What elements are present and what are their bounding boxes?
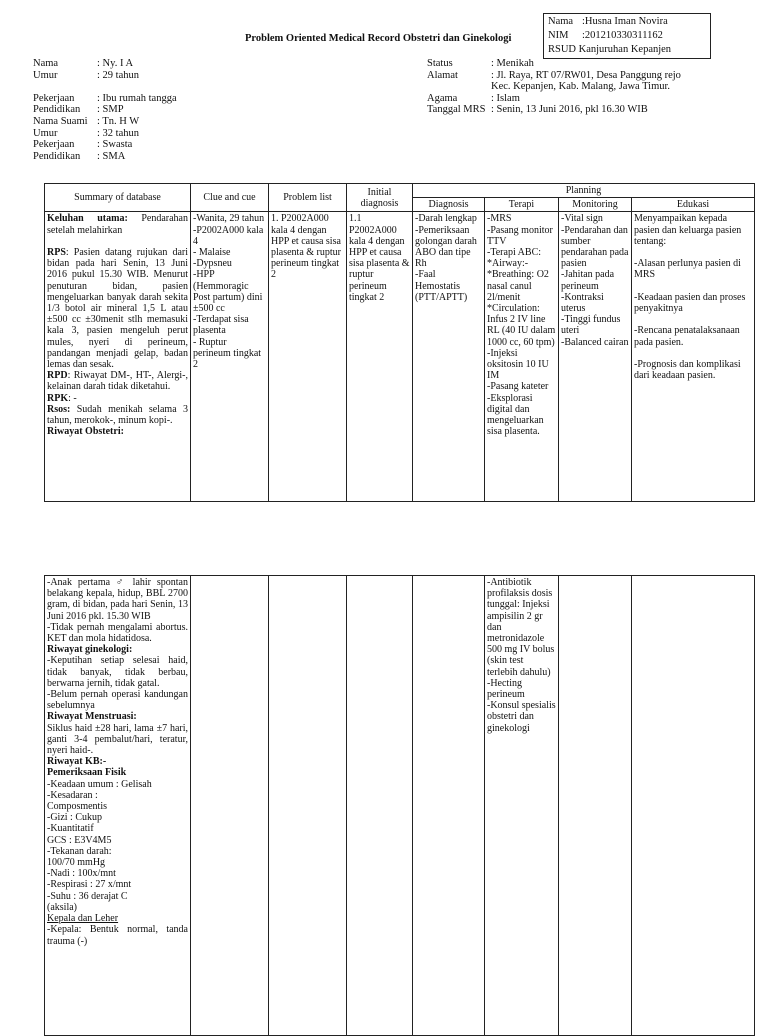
initial-diagnosis-line: 1.1 P2002A000 kala 4 dengan HPP et causa sisa plasenta & ruptur perineum tingkat 2 [349,213,410,303]
patient-field-row [427,81,681,93]
summary-paragraph: Siklus haid ±28 hari, lama ±7 hari, ganti 3-4 pembalut/hari, teratur, nyeri haid-. [47,722,188,757]
patient-field-row [33,128,177,140]
summary-paragraph: -Kuantitatif [47,823,94,835]
edukasi-cell-continued [632,576,755,1036]
diagnosis-line: -Pemeriksaan golongan darah ABO dan tipe Rh [415,224,477,270]
patient-field-value: : SMA [97,150,126,162]
summary-paragraph [47,370,188,392]
summary-paragraph: 100/70 mmHg [47,857,106,869]
patient-field-row [427,58,681,70]
summary-paragraph: GCS : E3V4M5 [47,834,112,846]
summary-paragraph: -Kesadaran : [47,789,98,801]
summary-paragraph [47,404,188,426]
summary-heading: Keluhan utama: [47,213,128,225]
terapi-line: -Pasang kateter [487,381,549,393]
patient-field-value: : Swasta [97,139,133,151]
monitoring-line: -Jahitan pada perineum [561,269,615,292]
clue-line: -HPP (Hemmoragic Post partum) dini ±500 cc [193,269,263,315]
patient-field-row [33,151,177,163]
summary-heading: Rsos: [47,403,71,415]
patient-field-value: : Tn. H W [97,115,140,127]
student-id-box [543,13,711,59]
clue-line: -Terdapat sisa plasenta [193,314,249,337]
patient-field-row [33,70,177,82]
summary-paragraph [47,393,188,404]
clue-cell [191,212,269,502]
student-name-label: Nama [548,16,574,27]
patient-field-value: : 29 tahun [97,69,139,81]
patient-field-value: : Senin, 13 Juni 2016, pkl 16.30 WIB [491,104,648,116]
summary-text: : Pasien datang rujukan dari bidan pada hari Senin, 13 Juni 2016 pukul 15.30 WIB. Menurut penuturan bidan, pasien mengeluarkan banyak darah sekita 1/3 botol air mineral 1,5 L atau ±500 cc ±30menit stlh memasuki kala 3, pasien mengeluh perut mules, nyeri di perineum, pandangan menjadi gelap, badan lemas dan sesak. [47,247,188,371]
patient-field-label: Status [427,58,453,69]
diagnosis-cell-continued [413,576,485,1036]
patient-field-row [427,93,681,105]
terapi-line: *Breathing: O2 nasal canul 2l/menit [487,269,549,303]
patient-info-left [33,58,177,162]
summary-paragraph: Riwayat Menstruasi: [47,711,137,723]
header-monitoring: Monitoring [559,198,632,212]
summary-cell-continued [45,576,191,1036]
patient-field-value: : SMP [97,104,124,116]
monitoring-line: -Kontraksi uterus [561,291,604,315]
terapi-line: -Terapi ABC: [487,247,542,259]
initial-diagnosis-cell-continued [347,576,413,1036]
monitoring-cell-continued [559,576,632,1036]
patient-field-value: : Jl. Raya, RT 07/RW01, Desa Panggung rejo [491,69,681,81]
problem-cell-continued [269,576,347,1036]
edukasi-cell [632,212,755,502]
patient-field-label: Umur [33,127,58,139]
summary-paragraph: -Suhu : 36 derajat C [47,890,128,902]
problem-cell [269,212,347,502]
terapi-line: -Eksplorasi digital dan mengeluarkan sisa plasenta. [487,392,544,438]
terapi-line: -Hecting perineum [487,677,525,701]
summary-paragraph: (aksila) [47,901,77,913]
problem-line: 1. P2002A000 kala 4 dengan HPP et causa sisa plasenta & ruptur perineum tingkat 2 [271,213,341,281]
terapi-line: -Antibiotik profilaksis dosis tunggal: Injeksi ampisilin 2 gr dan metronidazole 500 mg IV bolus (skin test terlebih dahulu) [487,577,555,678]
patient-field-label: Pekerjaan [33,92,75,104]
patient-field-label: Nama Suami [33,115,88,127]
initial-diagnosis-cell [347,212,413,502]
summary-paragraph: Kepala dan Leher [47,913,119,925]
patient-field-value: : Ibu rumah tangga [97,92,177,104]
header-clue: Clue and cue [191,184,269,212]
patient-field-label: Pendidikan [33,104,81,116]
summary-paragraph: -Respirasi : 27 x/mnt [47,879,132,891]
patient-field-label: Pendidikan [33,150,81,162]
clue-line: - Malaise [193,247,231,259]
diagnosis-cell [413,212,485,502]
patient-field-label: Tanggal MRS [427,104,486,116]
edukasi-line: -Prognosis dan komplikasi dari keadaan pasien. [634,359,741,382]
clue-line: -Dypsneu [193,258,232,270]
summary-heading: RPD [47,370,68,382]
patient-field-label: Alamat [427,69,458,81]
terapi-line: -Konsul spesialis obstetri dan ginekologi [487,700,556,734]
summary-heading: RPS [47,247,66,259]
summary-paragraph: Riwayat ginekologi: [47,644,133,656]
student-nim-label: NIM [548,30,569,41]
monitoring-line: -Vital sign [561,213,603,225]
terapi-line: -Injeksi oksitosin 10 IU IM [487,347,549,382]
header-diagnosis: Diagnosis [413,198,485,212]
patient-field-label: Umur [33,69,58,81]
patient-field-row [33,81,177,93]
summary-paragraph: -Keputihan setiap selesai haid, tidak banyak, tidak berbau, berwarna jernih, tidak gatal. [47,655,188,689]
summary-paragraph: Composmentis [47,801,108,813]
monitoring-line: -Balanced cairan [561,336,629,348]
header-terapi: Terapi [485,198,559,212]
edukasi-line [634,314,752,325]
diagnosis-line: -Faal Hemostatis (PTT/APTT) [415,269,468,303]
edukasi-line: -Keadaan pasien dan proses penyakitnya [634,291,746,315]
clue-line: -P2002A000 kala 4 [193,224,264,247]
edukasi-line: Menyampaikan kepada pasien dan keluarga pasien tentang: [634,213,742,247]
header-planning: Planning [413,184,755,198]
monitoring-line: -Pendarahan dan sumber pendarahan pada pasien [561,224,629,270]
summary-text: : Riwayat DM-, HT-, Alergi-, kelainan darah tidak diketahui. [47,370,188,393]
patient-field-value: : Menikah [491,58,534,69]
header-problem: Problem list [269,184,347,212]
pomr-table-page2 [44,575,755,1036]
edukasi-line: -Rencana penatalaksanaan pada pasien. [634,325,740,348]
patient-field-value: Kec. Kepanjen, Kab. Malang, Jawa Timur. [491,81,671,93]
edukasi-line: -Alasan perlunya pasien di MRS [634,258,741,281]
monitoring-cell [559,212,632,502]
terapi-line: -Pasang monitor TTV [487,224,553,247]
edukasi-line [634,348,752,359]
summary-paragraph: -Keadaan umum : Gelisah [47,778,152,790]
summary-cell [45,212,191,502]
summary-paragraph [47,247,188,370]
summary-text: : - [68,392,77,404]
patient-field-row [33,104,177,116]
header-initial: Initial diagnosis [347,184,413,212]
terapi-line: *Airway:- [487,258,529,270]
header-edukasi: Edukasi [632,198,755,212]
patient-field-row [427,104,681,116]
student-name-value: :Husna Iman Novira [582,16,668,27]
summary-text: Sudah menikah selama 3 tahun, merokok-, minum kopi-. [47,403,188,427]
summary-paragraph: -Tidak pernah mengalami abortus. KET dan mola hidatidosa. [47,621,188,645]
header-summary: Summary of database [45,184,191,212]
clue-line: - Ruptur perineum tingkat 2 [193,336,262,371]
summary-paragraph [47,213,188,235]
patient-field-label: Nama [33,58,59,69]
patient-field-row [33,139,177,151]
summary-text: Pendarahan setelah melahirkan [47,213,188,236]
terapi-line: -MRS [487,213,512,225]
monitoring-line: -Tinggi fundus uteri [561,314,621,337]
patient-field-row [33,93,177,105]
summary-paragraph: -Nadi : 100x/mnt [47,868,116,880]
summary-paragraph [47,236,188,247]
pomr-table-page1 [44,183,755,502]
diagnosis-line: -Darah lengkap [415,213,477,225]
patient-field-row [33,116,177,128]
summary-paragraph: Riwayat KB:- [47,756,107,768]
patient-field-label: Agama [427,92,458,104]
summary-paragraph: -Tekanan darah: [47,845,112,857]
summary-paragraph: -Belum pernah operasi kandungan sebelumnya [47,689,188,712]
summary-paragraph: Pemeriksaan Fisik [47,767,127,779]
student-nim-value: :201210330311162 [582,30,663,41]
document-title: Problem Oriented Medical Record Obstetri dan Ginekologi [245,33,512,44]
patient-field-value: : Ny. I A [97,58,134,69]
patient-field-label: Pekerjaan [33,139,75,151]
patient-field-row [427,70,681,82]
edukasi-line [634,281,752,292]
patient-field-value: : Islam [491,92,520,104]
hospital-name: RSUD Kanjuruhan Kepanjen [548,44,672,55]
edukasi-line [634,247,752,258]
terapi-cell [485,212,559,502]
clue-line: -Wanita, 29 tahun [193,213,265,225]
summary-paragraph: -Anak pertama ♂ lahir spontan belakang kepala, hidup, BBL 2700 gram, di bidan, pada hari Senin, 13 Juni 2016 pkl. 15.30 WIB [47,577,188,622]
terapi-cell-continued [485,576,559,1036]
terapi-line: *Circulation: Infus 2 IV line RL (40 IU dalam 1000 cc, 60 tpm) [487,303,556,348]
summary-paragraph [47,426,188,437]
summary-paragraph: -Gizi : Cukup [47,812,102,824]
summary-heading: Riwayat Obstetri: [47,426,124,438]
clue-cell-continued [191,576,269,1036]
patient-field-value: : 32 tahun [97,127,139,139]
summary-heading: RPK [47,392,69,404]
patient-field-row [33,58,177,70]
summary-paragraph: -Kepala: Bentuk normal, tanda trauma (-) [47,924,188,947]
patient-info-right [427,58,681,116]
